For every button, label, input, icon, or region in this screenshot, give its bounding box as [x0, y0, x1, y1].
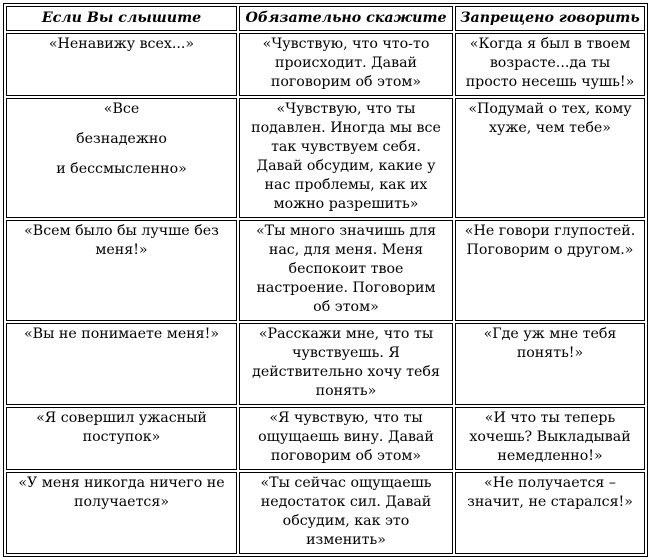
header-row: [6, 6, 645, 31]
hear-text: «Я совершил ужасный поступок»: [36, 410, 207, 445]
header-forbidden: Запрещено говорить: [455, 6, 645, 31]
say-cell: «Я чувствую, что ты ощущаешь вину. Давай поговорим об этом»: [239, 407, 453, 470]
say-cell: «Чувствую, что ты подавлен. Иногда мы все так чувствуем себя. Давай обсудим, какие у нас проблемы, как их можно разрешить»: [239, 98, 453, 218]
hear-cell: [6, 98, 237, 218]
table-row: [6, 98, 645, 218]
table-row: [6, 472, 645, 554]
hear-text: безнадежно: [76, 131, 167, 147]
forbidden-cell: «Не получается – значит, не старался!»: [455, 472, 645, 554]
forbidden-cell: «И что ты теперь хочешь? Выкладывай немедленно!»: [455, 407, 645, 470]
say-cell: «Чувствую, что что-то происходит. Давай поговорим об этом»: [239, 33, 453, 96]
hear-cell: [6, 407, 237, 470]
table-row: [6, 220, 645, 321]
table-row: [6, 33, 645, 96]
say-cell: «Ты много значишь для нас, для меня. Меня беспокоит твое настроение. Поговорим об этом»: [239, 220, 453, 321]
forbidden-cell: «Где уж мне тебя понять!»: [455, 323, 645, 405]
say-cell: «Ты сейчас ощущаешь недостаток сил. Давай обсудим, как это изменить»: [239, 472, 453, 554]
header-must-say: Обязательно скажите: [239, 6, 453, 31]
hear-cell: [6, 220, 237, 321]
hear-text: «Ненавижу всех...»: [48, 36, 195, 52]
hear-text: и бессмысленно»: [56, 161, 187, 177]
say-cell: «Расскажи мне, что ты чувствуешь. Я действительно хочу тебя понять»: [239, 323, 453, 405]
table-row: [6, 323, 645, 405]
forbidden-cell: «Не говори глупостей. Поговорим о другом.»: [455, 220, 645, 321]
forbidden-cell: «Подумай о тех, кому хуже, чем тебе»: [455, 98, 645, 218]
hear-cell: [6, 323, 237, 405]
header-if-you-hear: Если Вы слышите: [6, 6, 237, 31]
advice-table: [3, 3, 648, 557]
hear-text: «У меня никогда ничего не получается»: [18, 475, 225, 510]
forbidden-cell: «Когда я был в твоем возрасте...да ты просто несешь чушь!»: [455, 33, 645, 96]
hear-text: «Все: [103, 101, 140, 117]
hear-text: «Всем было бы лучше без меня!»: [24, 223, 219, 258]
hear-cell: [6, 33, 237, 96]
hear-text: «Вы не понимаете меня!»: [23, 326, 220, 342]
table-row: [6, 407, 645, 470]
hear-cell: [6, 472, 237, 554]
